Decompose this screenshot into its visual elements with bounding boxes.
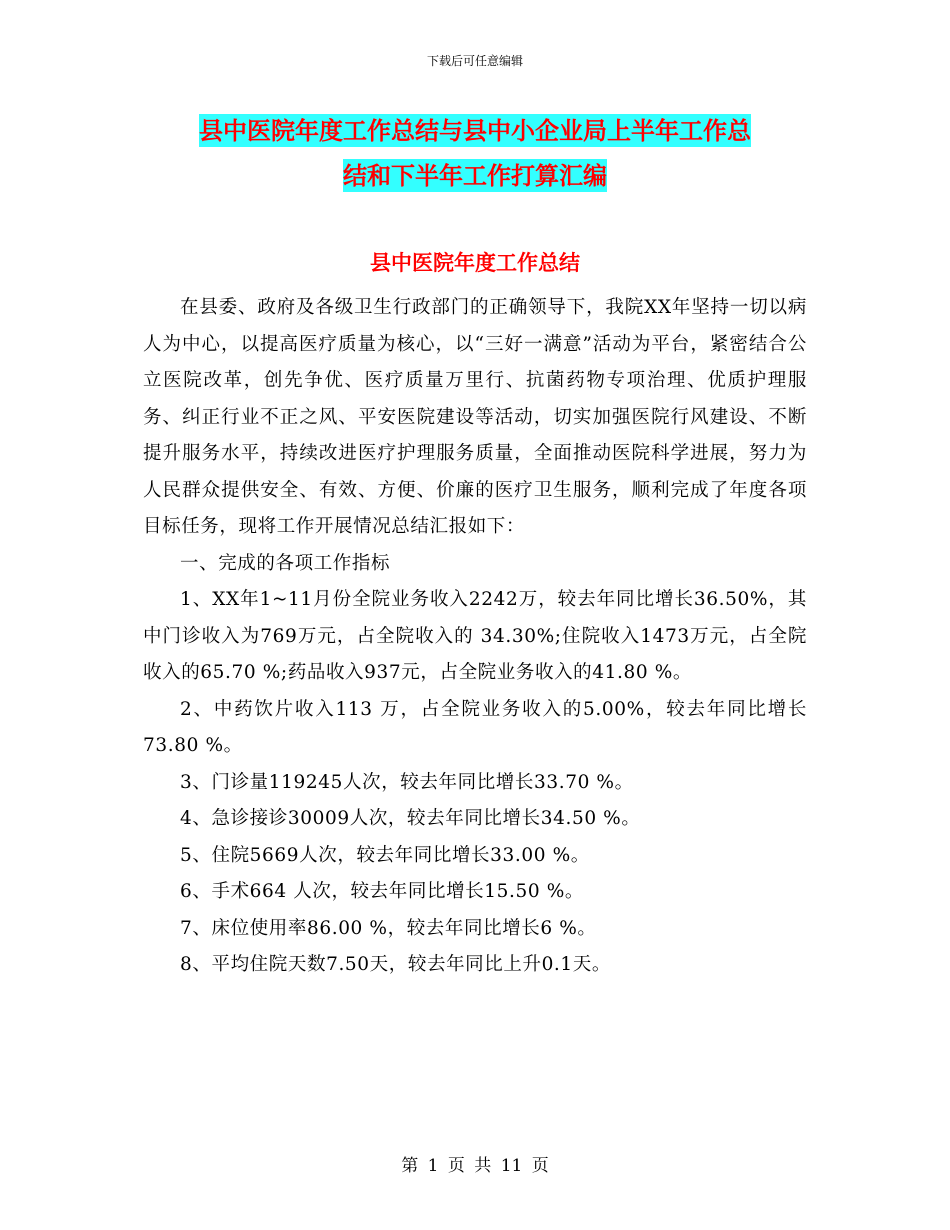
document-title-line-2: 结和下半年工作打算汇编 [343, 161, 607, 190]
indicator-item: 6、手术664 人次，较去年同比增长15.50 %。 [180, 881, 584, 902]
subheading-work-indicators: 一、完成的各项工作指标 [180, 552, 391, 574]
section-title: 县中医院年度工作总结 [370, 250, 580, 275]
indicator-item: 8、平均住院天数7.50天，较去年同比上升0.1天。 [180, 954, 611, 975]
document-title-line-1: 县中医院年度工作总结与县中小企业局上半年工作总 [199, 116, 751, 145]
indicator-item: 7、床位使用率86.00 %，较去年同比增长6 %。 [180, 917, 597, 939]
document-body [143, 290, 807, 984]
page-footer: 第 1 页 共 11 页 [401, 1156, 549, 1176]
intro-paragraph: 在县委、政府及各级卫生行政部门的正确领导下，我院XX年坚持一切以病人为中心，以提高医疗质量为核心，以“三好一满意”活动为平台，紧密结合公立医院改革，创先争优、医疗质量万里行、抗菌药物专项治理、优质护理服务、纠正行业不正之风、平安医院建设等活动，切实加强医院行风建设、不断提升服务水平，持续改进医疗护理服务质量，全面推动医院科学进展，努力为人民群众提供安全、有效、方便、价廉的医疗卫生服务，顺利完成了年度各项目标任务，现将工作开展情况总结汇报如下： [143, 297, 807, 537]
indicator-item: 1、XX年1~11月份全院业务收入2242万，较去年同比增长36.50%，其中门诊收入为769万元，占全院收入的 34.30%;住院收入1473万元，占全院收入的65.70 %;药品收入937元，占全院业务收入的41.80 %。 [143, 589, 807, 683]
indicator-item: 3、门诊量119245人次，较去年同比增长33.70 %。 [180, 771, 634, 793]
indicator-item: 4、急诊接诊30009人次，较去年同比增长34.50 %。 [180, 808, 641, 829]
indicator-item: 2、中药饮片收入113 万，占全院业务收入的5.00%，较去年同比增长73.80 %。 [143, 698, 807, 756]
header-note: 下载后可任意编辑 [426, 54, 523, 68]
document-title [100, 108, 850, 198]
indicator-item: 5、住院5669人次，较去年同比增长33.00 %。 [180, 844, 590, 866]
